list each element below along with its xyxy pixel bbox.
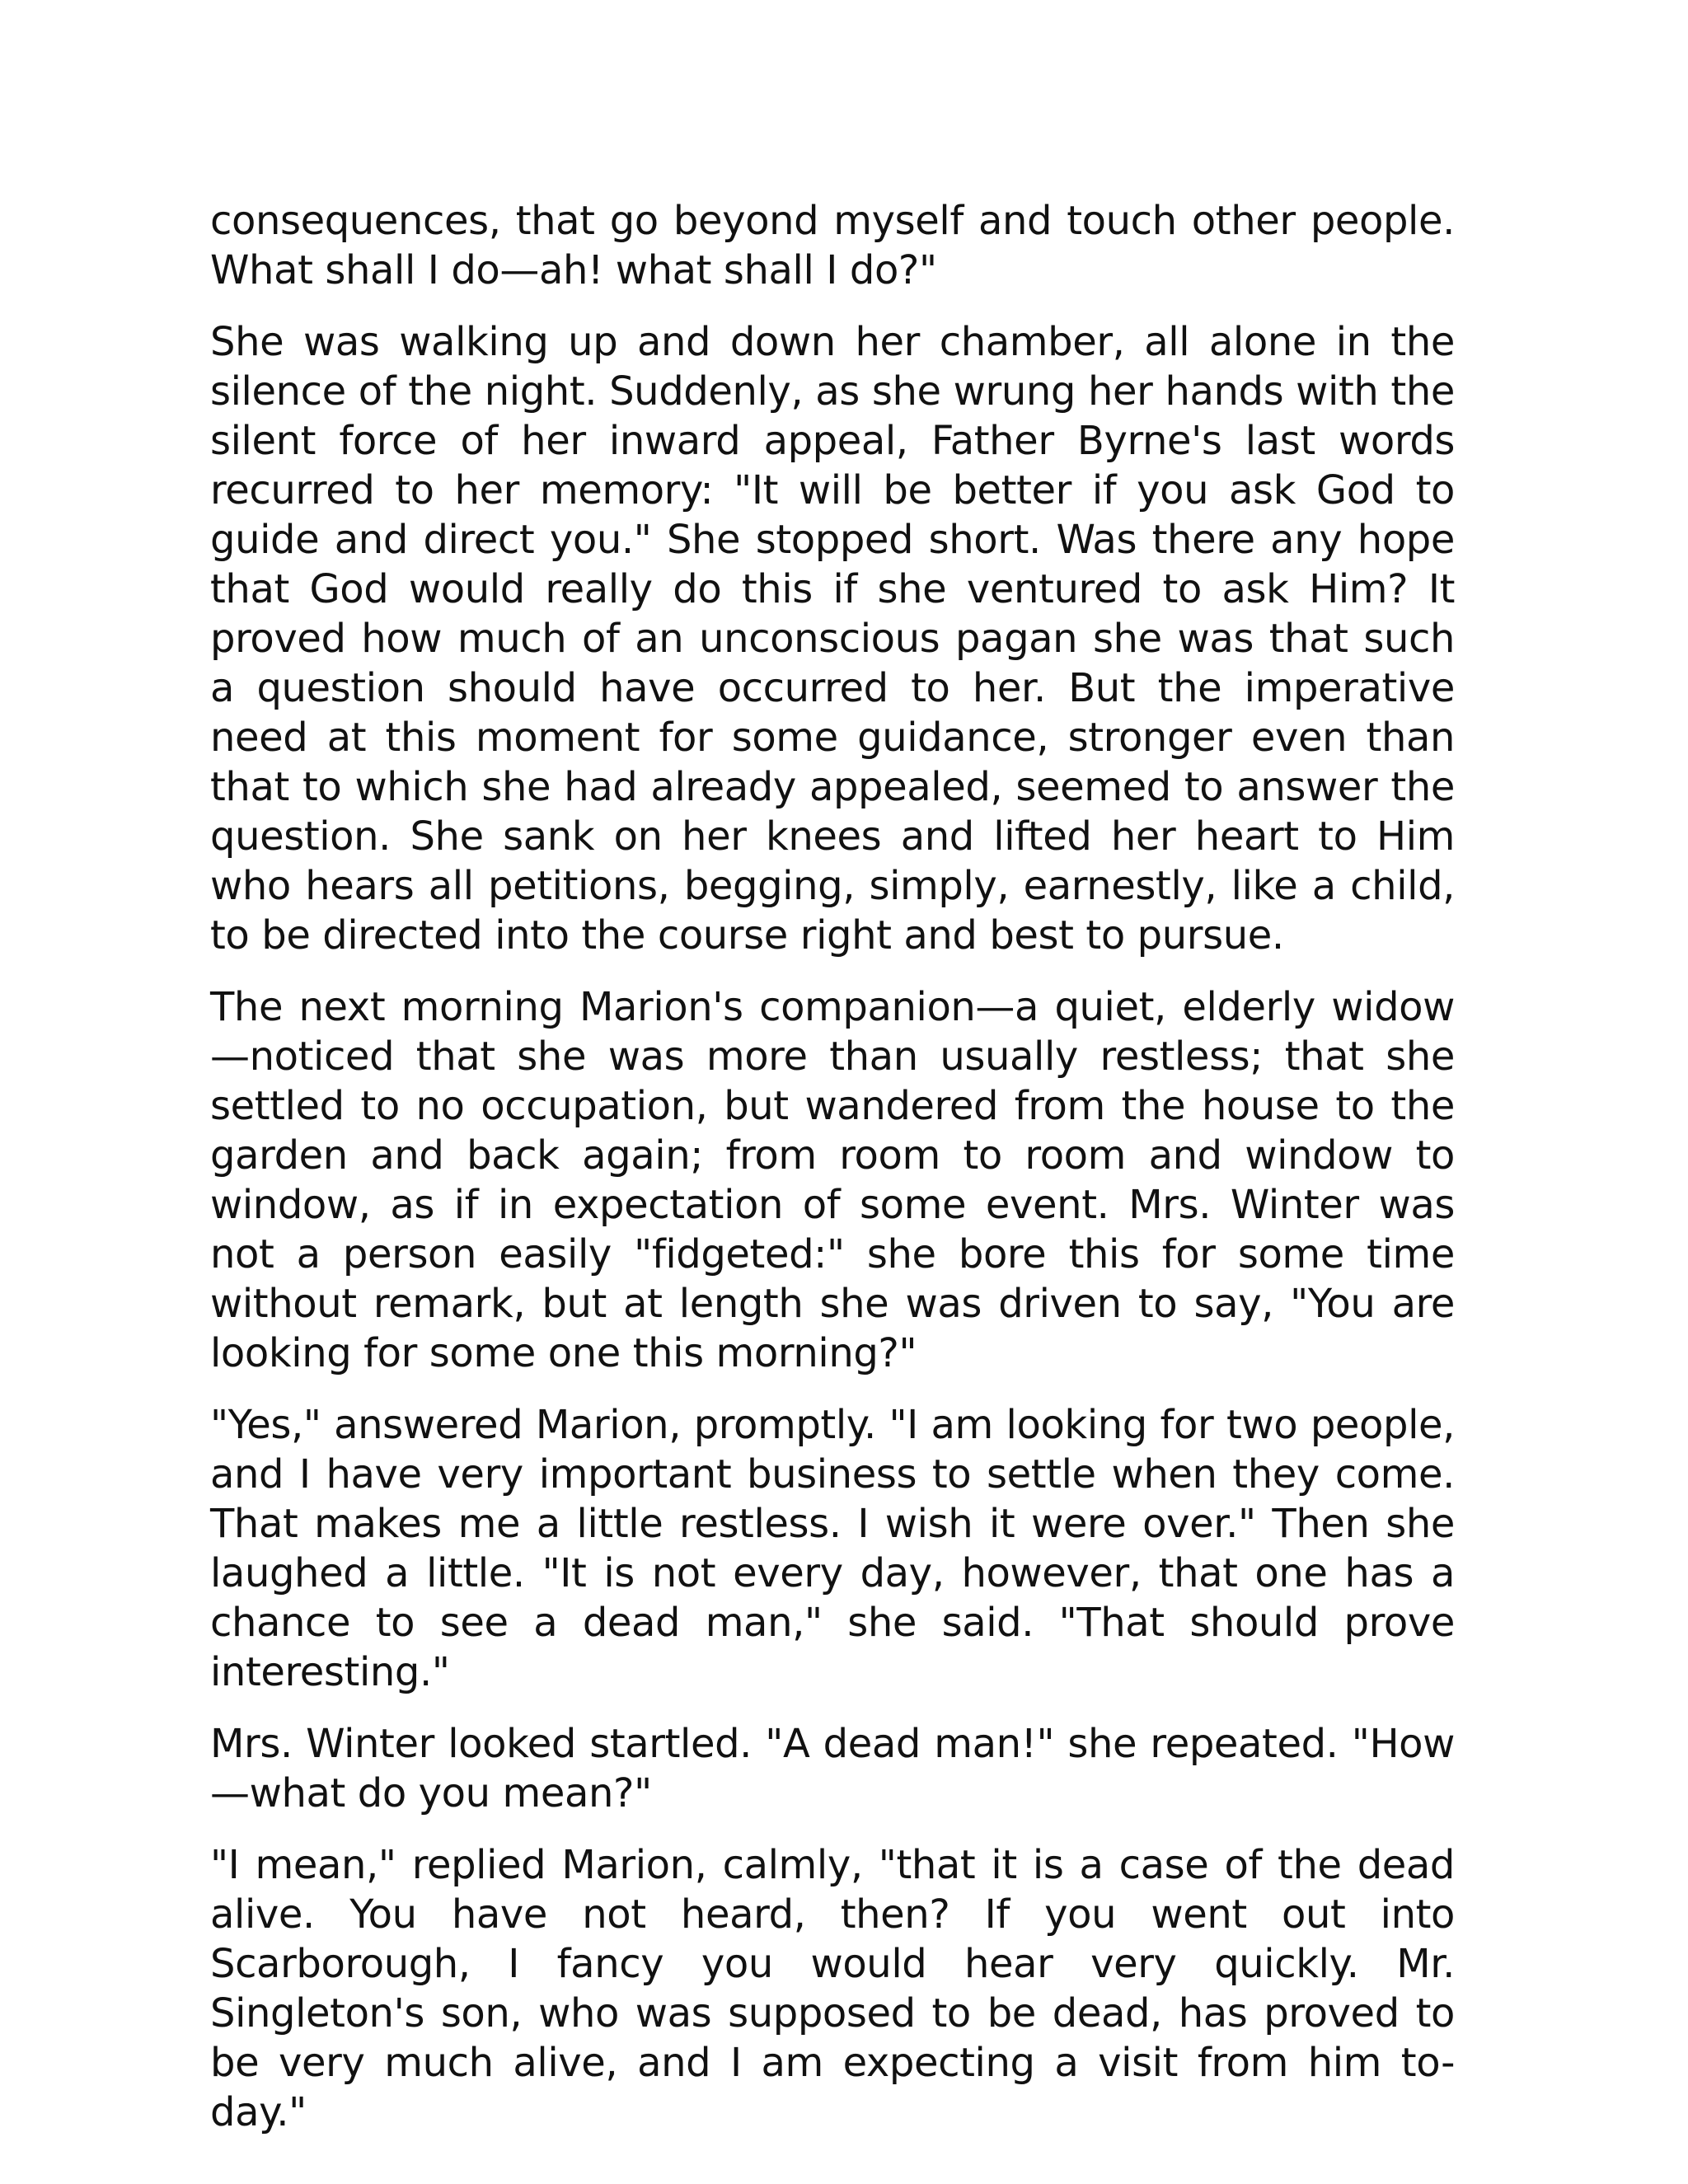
paragraph-2: She was walking up and down her chamber, all alone in the silence of the night. Suddenly, as she wrung her hands with the silent force of her inward appeal, Father Byrne's last words recurred to her memory: "It will be better if you ask God to guide and direct you." She stopped short. Was there any hope that God would really do this if she ventured to ask Him? It proved how much of an unconscious pagan she was that such a question should have occurred to her. But the imperative need at this moment for some guidance, stronger even than that to which she had already appealed, seemed to answer the question. She sank on her knees and lifted her heart to Him who hears all petitions, begging, simply, earnestly, like a child, to be directed into the course right and best to pursue. — [210, 319, 1455, 958]
page-body — [210, 196, 1455, 2159]
paragraph-3: The next morning Marion's companion—a quiet, elderly widow—noticed that she was more than usually restless; that she settled to no occupation, but wandered from the house to the garden and back again; from room to room and window to window, as if in expectation of some event. Mrs. Winter was not a person easily "fidgeted:" she bore this for some time without remark, but at length she was driven to say, "You are looking for some one this morning?" — [210, 984, 1455, 1376]
paragraph-5: Mrs. Winter looked startled. "A dead man!" she repeated. "How—what do you mean?" — [210, 1721, 1455, 1816]
paragraph-4: "Yes," answered Marion, promptly. "I am looking for two people, and I have very important business to settle when they come. That makes me a little restless. I wish it were over." Then she laughed a little. "It is not every day, however, that one has a chance to see a dead man," she said. "That should prove interesting." — [210, 1402, 1455, 1695]
paragraph-6: "I mean," replied Marion, calmly, "that it is a case of the dead alive. You have not heard, then? If you went out into Scarborough, I fancy you would hear very quickly. Mr. Singleton's son, who was supposed to be dead, has proved to be very much alive, and I am expecting a visit from him to-day." — [210, 1842, 1455, 2135]
paragraph-1: consequences, that go beyond myself and touch other people. What shall I do—ah! what shall I do?" — [210, 198, 1455, 293]
